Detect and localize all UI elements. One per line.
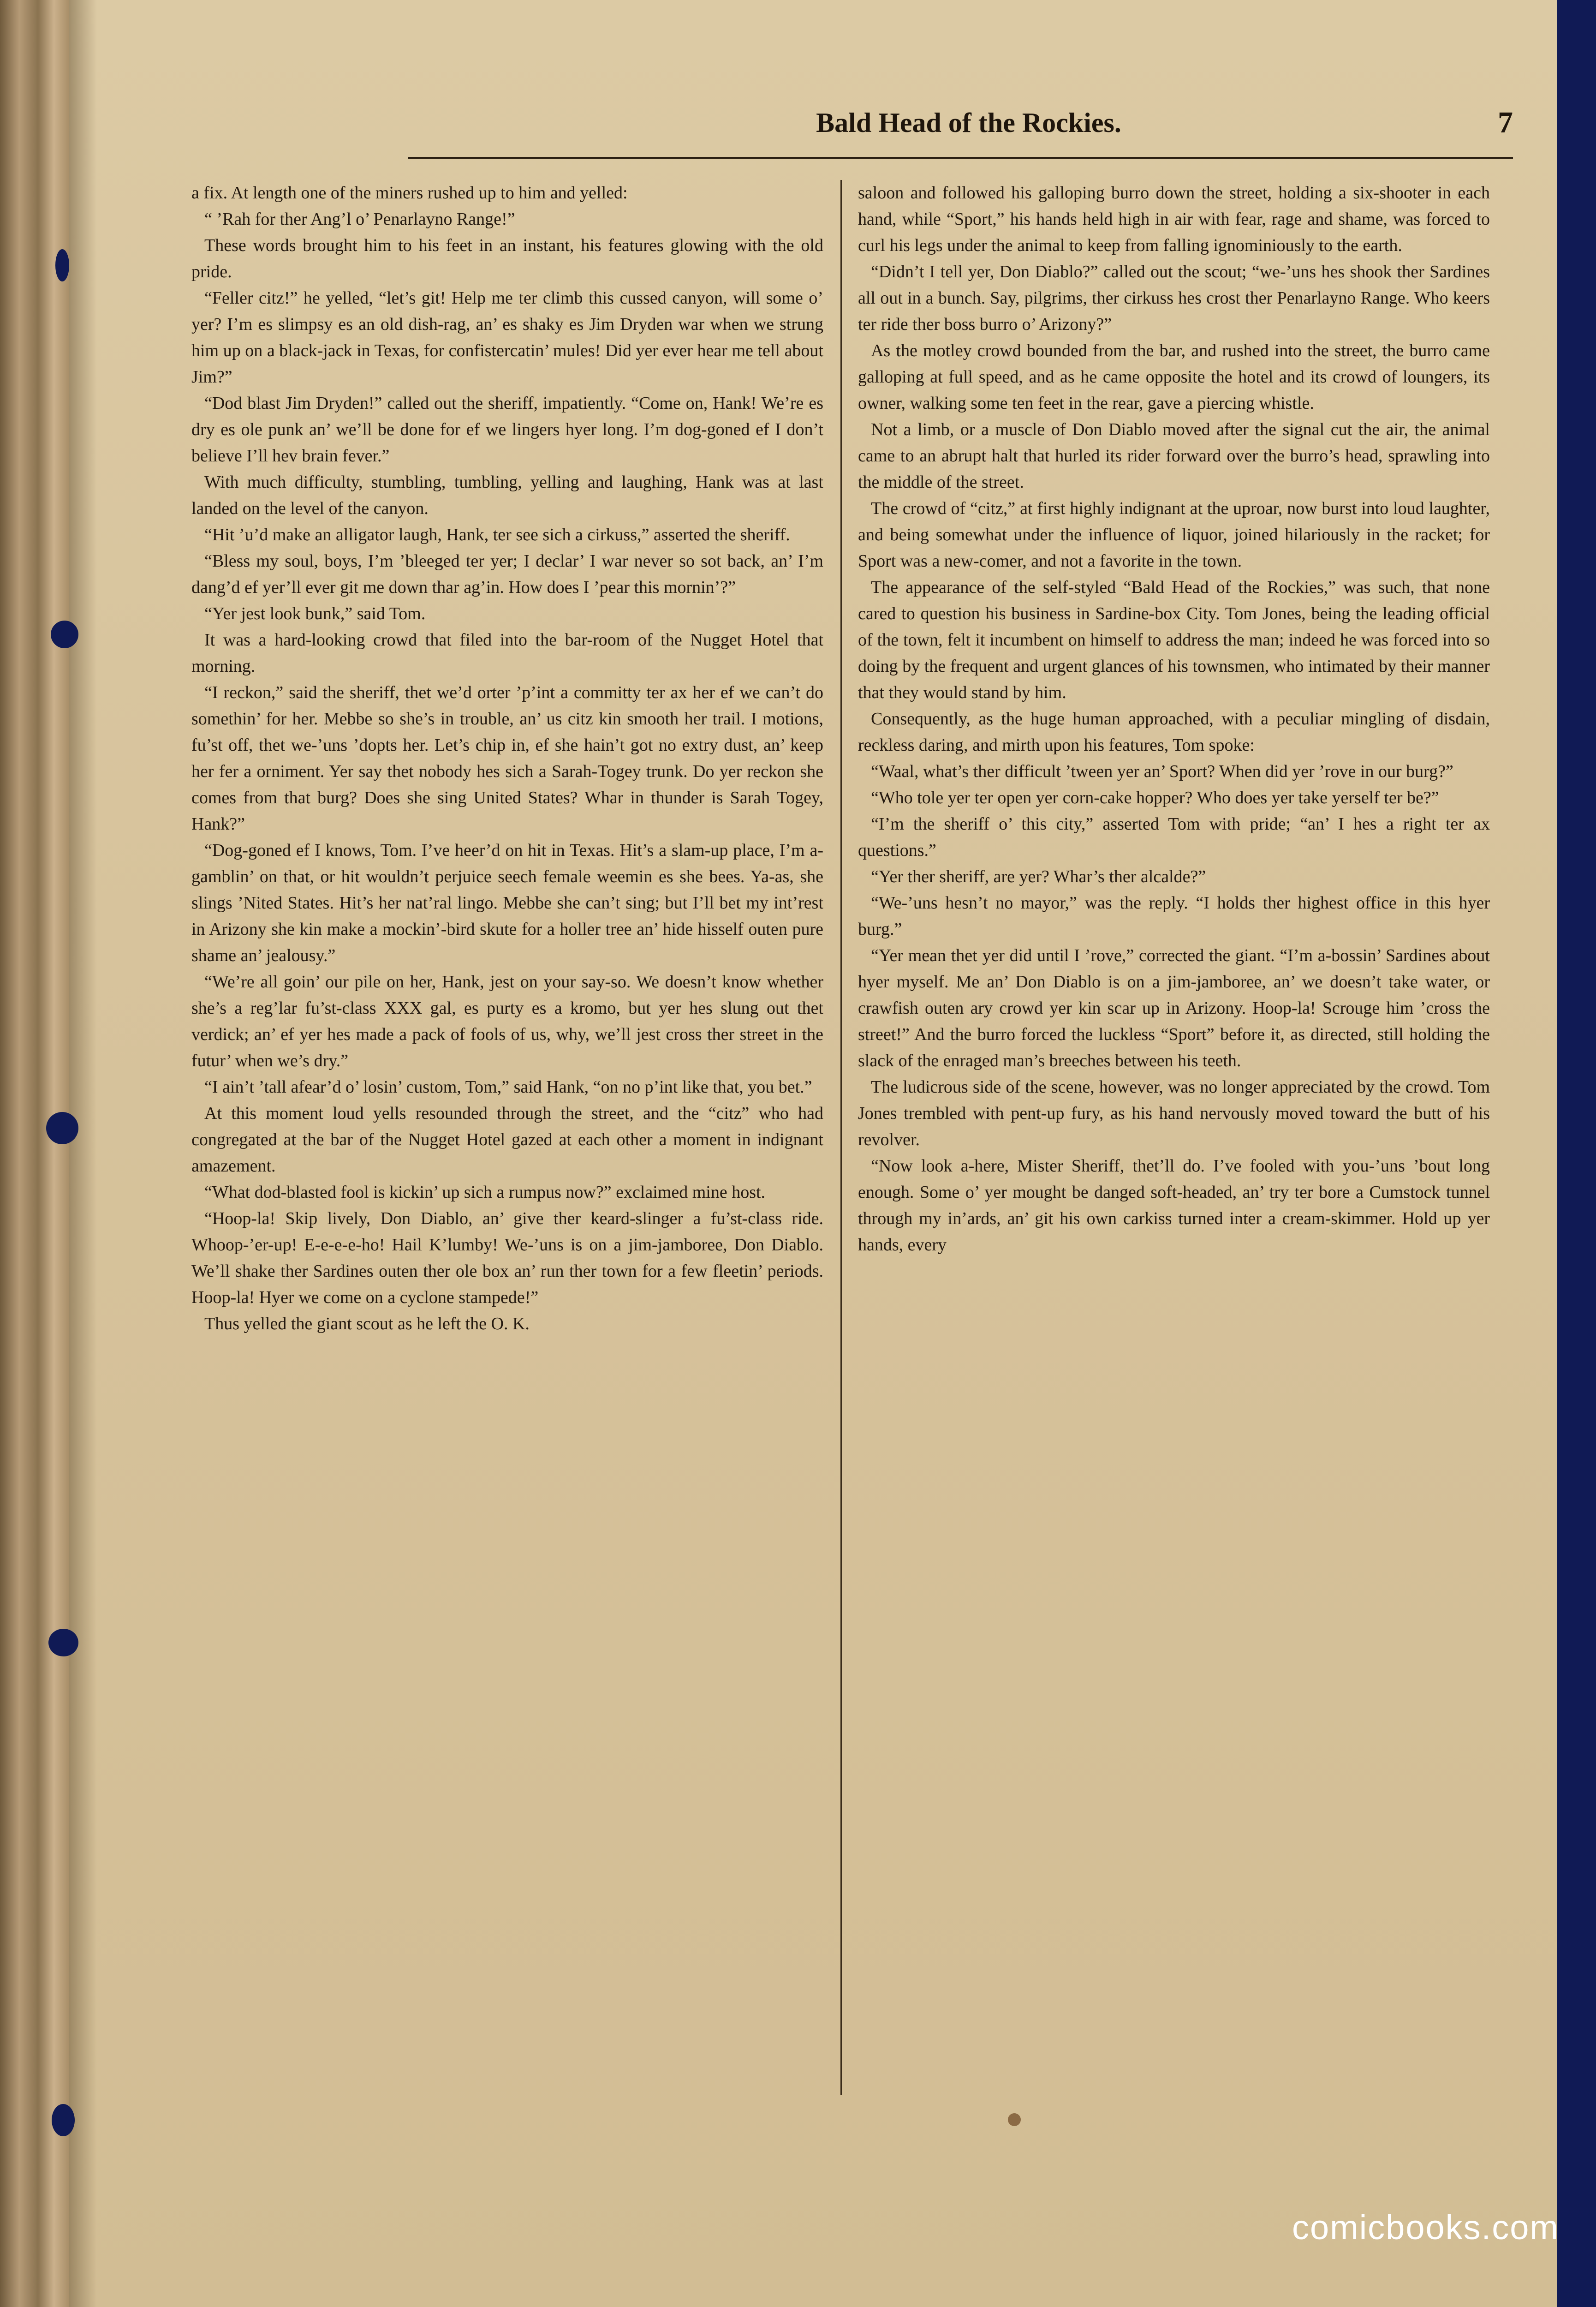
paragraph: “Yer mean thet yer did until I ’rove,” corrected the giant. “I’m a-bossin’ Sardines about hyer myself. Me an’ Don Diablo is on a jim-jamboree, an’ we doesn’t take water, or crawfish outen ary crowd yer kin scar up in Arizony. Hoop-la! Scrouge him ’cross the street!” And the burro forced the luckless “Sport” before it, as directed, still holding the slack of the enraged man’s breeches between his teeth.: [858, 946, 1490, 1070]
right-text-column: [858, 180, 1490, 2115]
paragraph: “Waal, what’s ther difficult ’tween yer an’ Sport? When did yer ’rove in our burg?”: [871, 762, 1453, 781]
book-spine-gutter: [0, 0, 69, 2307]
left-text-column: [191, 180, 823, 2115]
paragraph: “Yer jest look bunk,” said Tom.: [204, 604, 426, 623]
paragraph: With much difficulty, stumbling, tumbling, yelling and laughing, Hank was at last landed on the level of the canyon.: [191, 472, 823, 518]
paragraph: Thus yelled the giant scout as he left the O. K.: [204, 1314, 530, 1333]
header-rule: [408, 157, 1513, 159]
paragraph: It was a hard-looking crowd that filed into the bar-room of the Nugget Hotel that morning.: [191, 630, 823, 676]
column-divider: [840, 180, 842, 2095]
paragraph: “Hit ’u’d make an alligator laugh, Hank, ter see sich a cirkuss,” asserted the sheriff.: [204, 525, 790, 544]
paragraph: These words brought him to his feet in an instant, his features glowing with the old pride.: [191, 236, 823, 281]
paragraph: “Dod blast Jim Dryden!” called out the sheriff, impatiently. “Come on, Hank! We’re es dry es ole punk an’ we’ll be done for ef we lingers hyer long. I’m dog-goned ef I don’t believe I’ll hev brain fever.”: [191, 394, 823, 466]
paragraph: “Bless my soul, boys, I’m ’bleeged ter yer; I declar’ I war never so sot back, an’ I’m dang’d ef yer’ll ever git me down thar ag’in. How does I ’pear this mornin’?”: [191, 551, 823, 597]
page-binding-shadow: [69, 0, 97, 2307]
paragraph: “I reckon,” said the sheriff, thet we’d orter ’p’int a committy ter ax her ef we can’t do somethin’ for her. Mebbe so she’s in trouble, an’ us citz kin smooth her trail. I motions, fu’st off, thet we-’uns ’dopts her. Let’s chip in, ef she hain’t got no extry dust, an’ keep her fer a orniment. Yer say thet nobody hes sich a Sarah-Togey trunk. Do yer reckon she comes from that burg? Does she sing United States? Whar in thunder is Sarah Togey, Hank?”: [191, 683, 823, 834]
paragraph: “Hoop-la! Skip lively, Don Diablo, an’ give ther keard-slinger a fu’st-class ride. Whoop-’er-up! E-e-e-e-ho! Hail K’lumby! We-’uns is on a jim-jamboree, Don Diablo. We’ll shake ther Sardines outen ther ole box an’ run ther town for a few fleetin’ periods. Hoop-la! Hyer we come on a cyclone stampede!”: [191, 1209, 823, 1307]
paragraph: “Didn’t I tell yer, Don Diablo?” called out the scout; “we-’uns hes shook ther Sardines all out in a bunch. Say, pilgrims, ther cirkuss hes crost ther Penarlayno Range. Who keers ter ride ther boss burro o’ Arizony?”: [858, 262, 1490, 334]
watermark-text: comicbooks.com: [1292, 2208, 1559, 2247]
paragraph: The ludicrous side of the scene, however, was no longer appreciated by the crowd. Tom Jones trembled with pent-up fury, as his hand nervously moved toward the butt of his revolver.: [858, 1077, 1490, 1149]
paragraph: a fix. At length one of the miners rushed up to him and yelled:: [191, 183, 628, 203]
paragraph: The crowd of “citz,” at first highly indignant at the uproar, now burst into loud laughter, and being somewhat under the influence of liquor, joined hilariously in the racket; for Sport was a new-comer, and not a favorite in the town.: [858, 499, 1490, 571]
paragraph: “Now look a-here, Mister Sheriff, thet’ll do. I’ve fooled with you-’uns ’bout long enough. Some o’ yer mought be danged soft-headed, an’ try ter bore a Cumstock tunnel through my in’ards, an’ git his own carkiss turned inter a cream-skimmer. Hold up yer hands, every: [858, 1156, 1490, 1255]
paragraph: “What dod-blasted fool is kickin’ up sich a rumpus now?” exclaimed mine host.: [204, 1183, 766, 1202]
paragraph: “I’m the sheriff o’ this city,” asserted Tom with pride; “an’ I hes a right ter ax questions.”: [858, 814, 1490, 860]
running-header: [406, 102, 1513, 149]
binding-stitch-hole: [48, 1629, 78, 1656]
paragraph: “ ’Rah for ther Ang’l o’ Penarlayno Range!”: [204, 209, 515, 229]
paragraph: As the motley crowd bounded from the bar, and rushed into the street, the burro came galloping at full speed, and as he came opposite the hotel and its crowd of loungers, its owner, walking some ten feet in the rear, gave a piercing whistle.: [858, 341, 1490, 413]
paragraph: “We’re all goin’ our pile on her, Hank, jest on your say-so. We doesn’t know whether she’s a reg’lar fu’st-class XXX gal, es purty es a kromo, but yer hes slung out thet verdick; an’ ef yer hes made a pack of fools of us, why, we’ll jest cross ther street in the futur’ when we’s dry.”: [191, 972, 823, 1070]
paragraph: “I ain’t ’tall afear’d o’ losin’ custom, Tom,” said Hank, “on no p’int like that, you bet.”: [204, 1077, 812, 1097]
paragraph: “Yer ther sheriff, are yer? Whar’s ther alcalde?”: [871, 867, 1206, 886]
paragraph: “Feller citz!” he yelled, “let’s git! Help me ter climb this cussed canyon, will some o’ yer? I’m es slimpsy es an old dish-rag, an’ es shaky es Jim Dryden war when we strung him up on a black-jack in Texas, for confistercatin’ mules! Did yer ever hear me tell about Jim?”: [191, 288, 823, 387]
binding-stitch-hole: [55, 249, 69, 281]
paragraph: saloon and followed his galloping burro down the street, holding a six-shooter in each hand, while “Sport,” his hands held high in air with fear, rage and shame, was forced to curl his legs under the animal to keep from falling ignominiously to the earth.: [858, 183, 1490, 255]
paragraph: The appearance of the self-styled “Bald Head of the Rockies,” was such, that none cared to question his business in Sardine-box City. Tom Jones, being the leading official of the town, felt it incumbent on himself to address the man; indeed he was forced into so doing by the frequent and urgent glances of his townsmen, who intimated by their manner that they would stand by him.: [858, 578, 1490, 702]
paragraph: “We-’uns hesn’t no mayor,” was the reply. “I holds ther highest office in this hyer burg.”: [858, 893, 1490, 939]
paragraph: “Dog-goned ef I knows, Tom. I’ve heer’d on hit in Texas. Hit’s a slam-up place, I’m a-gamblin’ on that, or hit wouldn’t perjuice seech female weemin es she bees. Ya-as, she slings ’Nited States. Hit’s her nat’ral lingo. Mebbe she can’t sing; but I’ll bet my int’rest in Arizony she kin make a mockin’-bird skute for a holler tree an’ hide hisself outen pure shame an’ jealousy.”: [191, 841, 823, 965]
paragraph: “Who tole yer ter open yer corn-cake hopper? Who does yer take yerself ter be?”: [871, 788, 1439, 807]
paragraph: Consequently, as the huge human approached, with a peculiar mingling of disdain, reckless daring, and mirth upon his features, Tom spoke:: [858, 709, 1490, 755]
running-title: Bald Head of the Rockies.: [816, 108, 1121, 138]
page-number: 7: [1498, 106, 1513, 139]
binding-stitch-hole: [51, 621, 78, 648]
ink-smudge: [1008, 2113, 1021, 2126]
paragraph: At this moment loud yells resounded through the street, and the “citz” who had congregated at the bar of the Nugget Hotel gazed at each other a moment in indignant amazement.: [191, 1104, 823, 1176]
binding-stitch-hole: [52, 2104, 75, 2136]
binding-stitch-hole: [46, 1112, 78, 1144]
paragraph: Not a limb, or a muscle of Don Diablo moved after the signal cut the air, the animal came to an abrupt halt that hurled its rider forward over the burro’s head, sprawling into the middle of the street.: [858, 420, 1490, 492]
